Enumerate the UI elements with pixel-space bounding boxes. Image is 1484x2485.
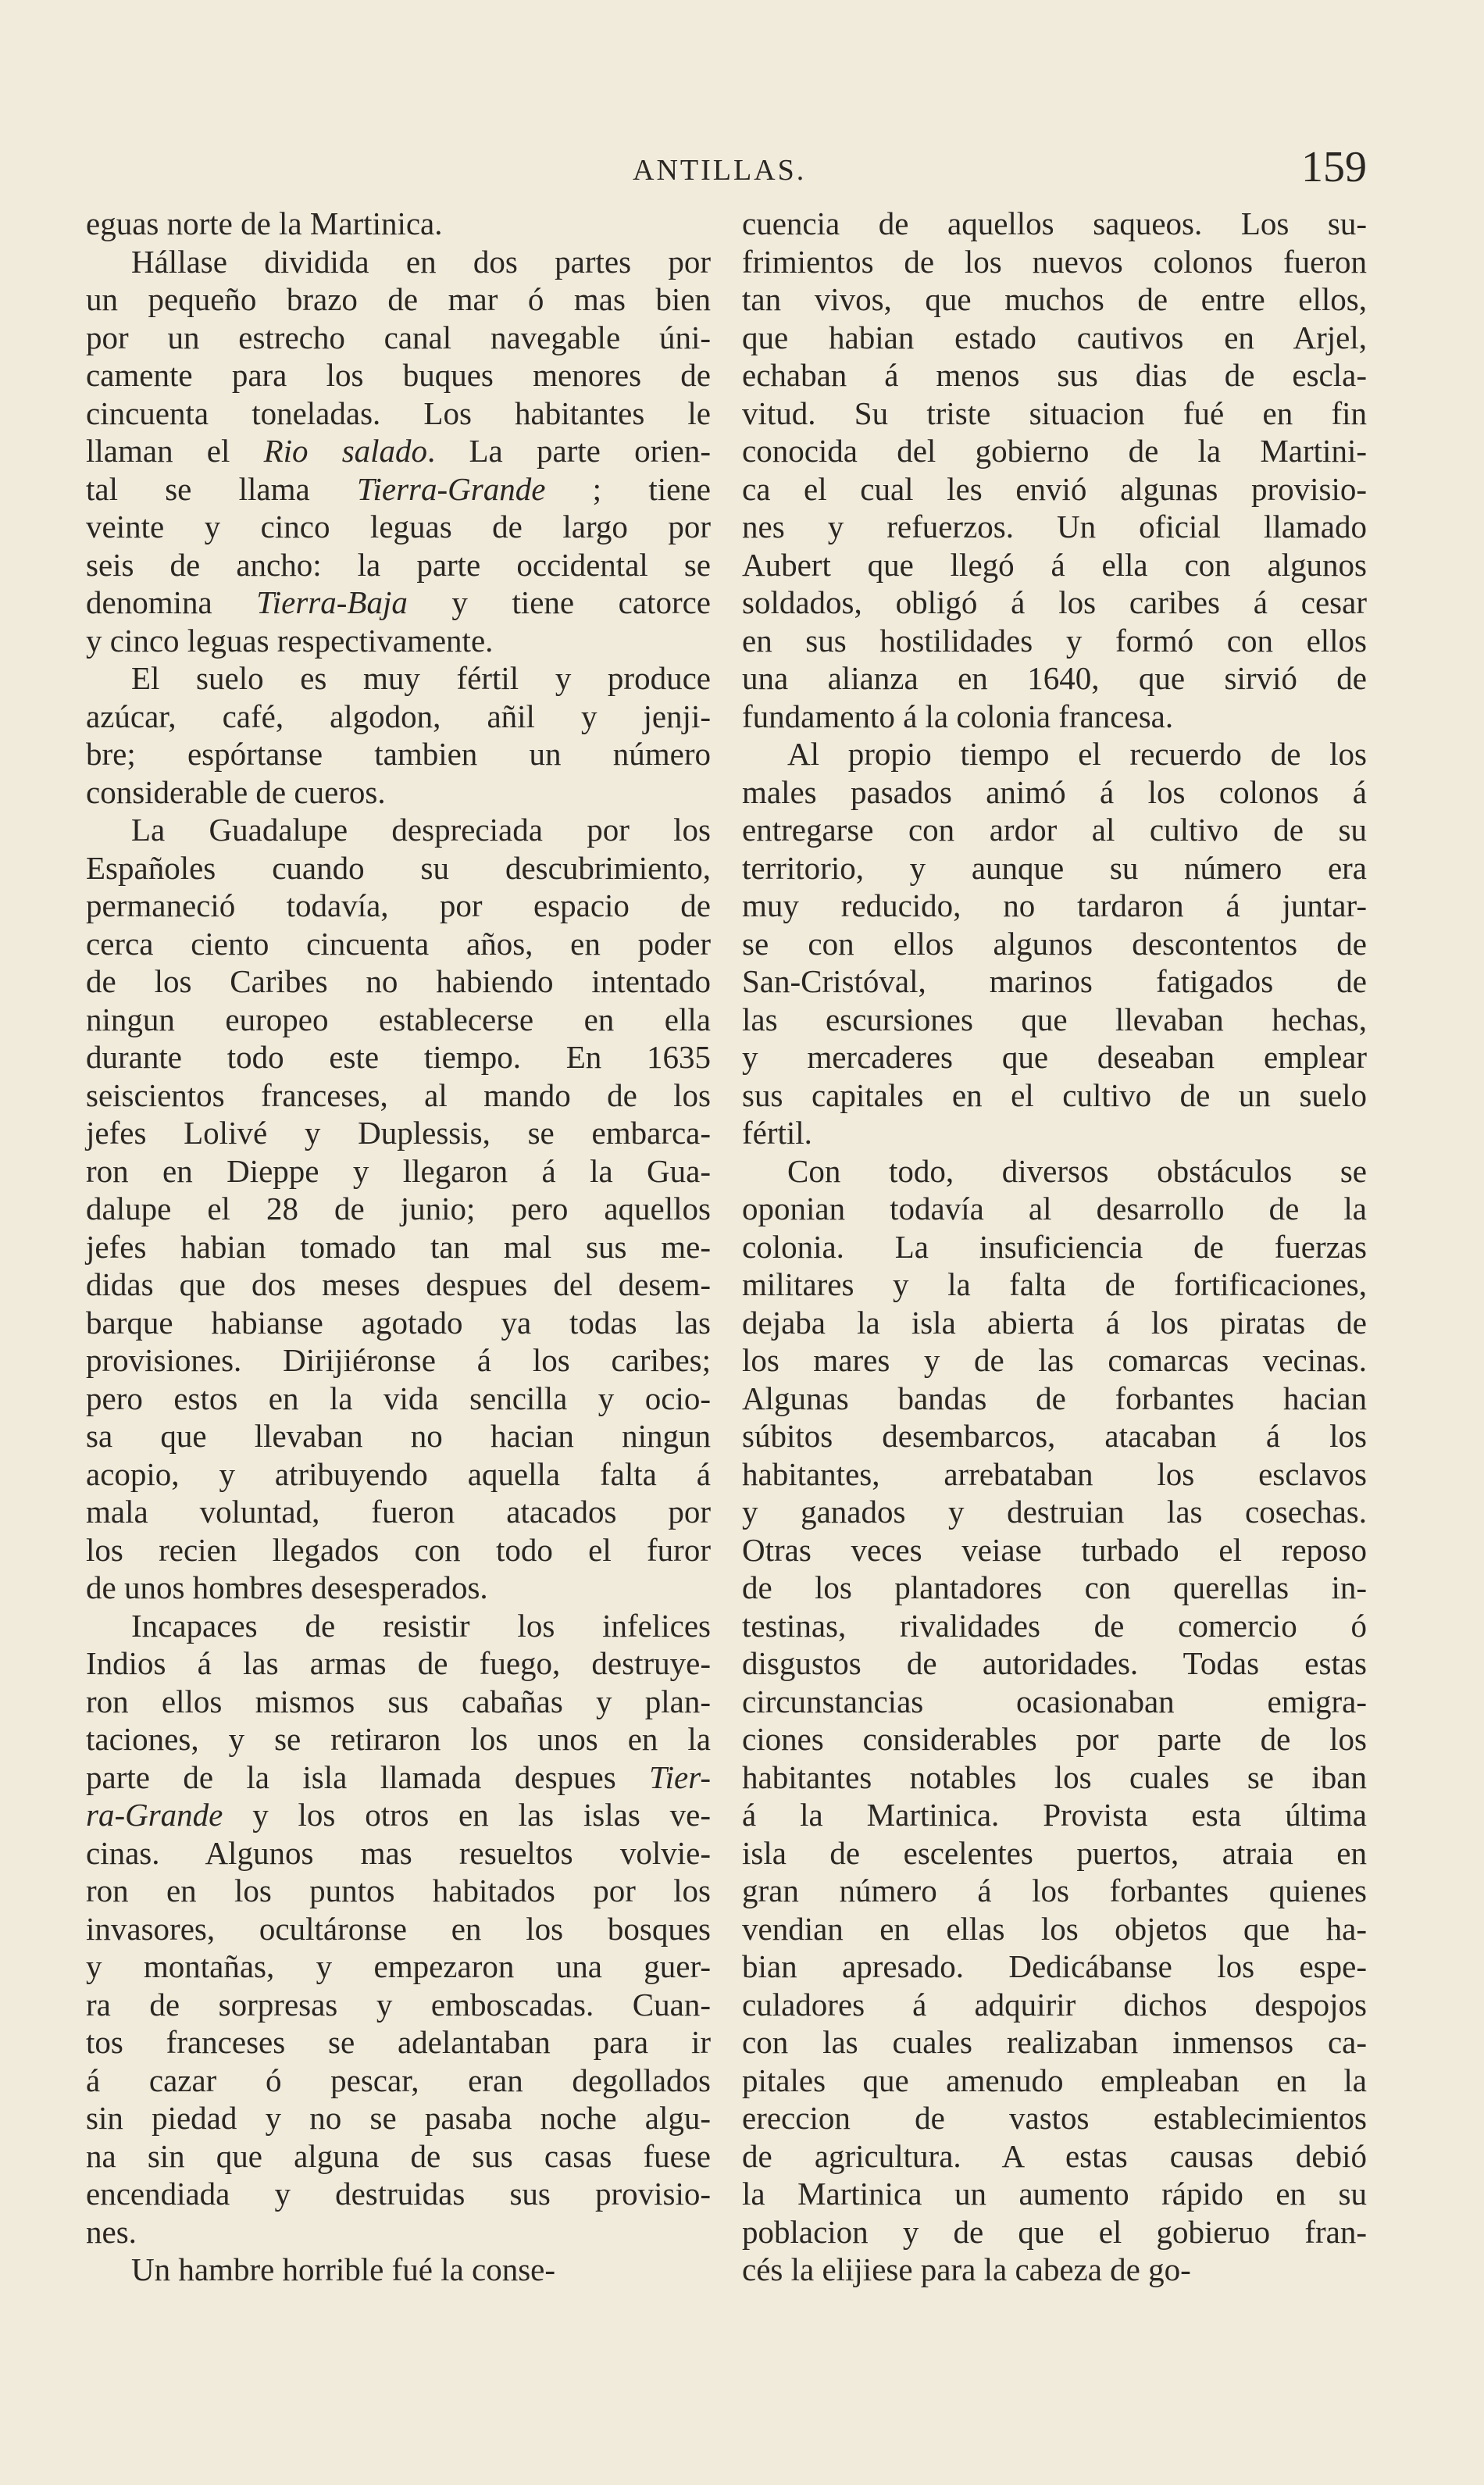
text-line: Hállase dividida en dos partes por	[131, 243, 711, 280]
text-line: militares y la falta de fortificaciones,	[742, 1266, 1367, 1302]
text-line: la Martinica un aumento rápido en su	[742, 2176, 1367, 2212]
text-line: Otras veces veiase turbado el reposo	[742, 1531, 1367, 1568]
text-line: dalupe el 28 de junio; pero aquellos	[86, 1191, 711, 1226]
text-line: pitales que amenudo empleaban en la	[742, 2062, 1367, 2098]
text-line: bre; espórtanse tambien un número	[86, 736, 711, 772]
text-line: durante todo este tiempo. En 1635	[86, 1039, 711, 1075]
text-line: Incapaces de resistir los infelices	[131, 1607, 711, 1644]
text-line: considerable de cueros.	[86, 773, 386, 810]
text-line: El suelo es muy fértil y produce	[131, 660, 711, 696]
text-line: na sin que alguna de sus casas fuese	[86, 2137, 711, 2174]
text-line: ron en Dieppe y llegaron á la Gua-	[86, 1152, 711, 1189]
text-line: Con todo, diversos obstáculos se	[787, 1152, 1367, 1189]
text-line: encendiada y destruidas sus provisio-	[86, 2176, 711, 2212]
text-line: muy reducido, no tardaron á juntar-	[742, 887, 1367, 923]
text-line: fértil.	[742, 1115, 812, 1151]
text-line: camente para los buques menores de	[86, 357, 711, 393]
text-line: barque habianse agotado ya todas las	[86, 1304, 711, 1341]
text-line: cinas. Algunos mas resueltos volvie-	[86, 1834, 711, 1871]
text-line: con las cuales realizaban inmensos ca-	[742, 2024, 1367, 2060]
text-line: á cazar ó pescar, eran degollados	[86, 2062, 711, 2098]
text-line: invasores, ocultáronse en los bosques	[86, 1910, 711, 1947]
text-line: ca el cual les envió algunas provisio-	[742, 470, 1367, 507]
left-column	[86, 205, 711, 2289]
text-line: eguas norte de la Martinica.	[86, 205, 443, 241]
text-line: súbitos desembarcos, atacaban á los	[742, 1418, 1367, 1454]
text-line: isla de escelentes puertos, atraia en	[742, 1834, 1367, 1871]
text-line: habitantes notables los cuales se iban	[742, 1758, 1367, 1795]
text-line: territorio, y aunque su número era	[742, 849, 1367, 886]
text-line: males pasados animó á los colonos á	[742, 773, 1367, 810]
text-line: ra-Grande y los otros en las islas ve-	[86, 1797, 711, 1833]
text-line: de los Caribes no habiendo intentado	[86, 963, 711, 999]
text-line: sus capitales en el cultivo de un suelo	[742, 1076, 1367, 1113]
text-line: ereccion de vastos establecimientos	[742, 2100, 1367, 2136]
text-line: didas que dos meses despues del desem-	[86, 1266, 711, 1302]
text-line: conocida del gobierno de la Martini-	[742, 433, 1367, 469]
text-line: ron ellos mismos sus cabañas y plan-	[86, 1683, 711, 1719]
right-column	[742, 205, 1367, 2289]
text-line: cuencia de aquellos saqueos. Los su-	[742, 205, 1367, 241]
text-line: Un hambre horrible fué la conse-	[131, 2251, 556, 2287]
text-line: tan vivos, que muchos de entre ellos,	[742, 281, 1367, 317]
text-line: y ganados y destruian las cosechas.	[742, 1494, 1367, 1530]
text-line: acopio, y atribuyendo aquella falta á	[86, 1455, 711, 1492]
text-line: seiscientos franceses, al mando de los	[86, 1076, 711, 1113]
text-line: vitud. Su triste situacion fué en fin	[742, 395, 1367, 431]
text-line: por un estrecho canal navegable úni-	[86, 319, 711, 355]
page-number: 159	[1301, 143, 1367, 191]
text-line: soldados, obligó á los caribes á cesar	[742, 584, 1367, 620]
running-title: ANTILLAS.	[633, 154, 807, 187]
text-line: testinas, rivalidades de comercio ó	[742, 1607, 1367, 1644]
text-line: una alianza en 1640, que sirvió de	[742, 660, 1367, 696]
text-line: parte de la isla llamada despues Tier-	[86, 1758, 711, 1795]
text-line: de agricultura. A estas causas debió	[742, 2137, 1367, 2174]
text-line: ron en los puntos habitados por los	[86, 1873, 711, 1908]
text-line: mala voluntad, fueron atacados por	[86, 1494, 711, 1530]
text-line: pero estos en la vida sencilla y ocio-	[86, 1380, 711, 1416]
page-header	[86, 143, 1367, 195]
text-line: ningun europeo establecerse en ella	[86, 1001, 711, 1037]
text-line: circunstancias ocasionaban emigra-	[742, 1683, 1367, 1719]
text-line: y cinco leguas respectivamente.	[86, 622, 494, 659]
text-line: y montañas, y empezaron una guer-	[86, 1948, 711, 1984]
text-line: disgustos de autoridades. Todas estas	[742, 1645, 1367, 1681]
text-line: frimientos de los nuevos colonos fueron	[742, 243, 1367, 280]
text-line: los recien llegados con todo el furor	[86, 1531, 711, 1568]
text-line: La Guadalupe despreciada por los	[131, 812, 711, 848]
text-line: jefes habian tomado tan mal sus me-	[86, 1228, 711, 1265]
text-line: nes y refuerzos. Un oficial llamado	[742, 509, 1367, 544]
text-line: y mercaderes que deseaban emplear	[742, 1039, 1367, 1075]
text-line: llaman el Rio salado. La parte orien-	[86, 433, 711, 469]
text-line: de unos hombres desesperados.	[86, 1569, 488, 1605]
text-line: Algunas bandas de forbantes hacian	[742, 1380, 1367, 1416]
text-line: Aubert que llegó á ella con algunos	[742, 546, 1367, 583]
text-line: tal se llama Tierra-Grande ; tiene	[86, 470, 711, 507]
text-line: provisiones. Dirijiéronse á los caribes;	[86, 1342, 711, 1378]
text-line: taciones, y se retiraron los unos en la	[86, 1721, 711, 1757]
text-line: nes.	[86, 2213, 137, 2250]
text-line: se con ellos algunos descontentos de	[742, 925, 1367, 962]
text-line: vendian en ellas los objetos que ha-	[742, 1910, 1367, 1947]
text-line: sa que llevaban no hacian ningun	[86, 1418, 711, 1454]
text-line: entregarse con ardor al cultivo de su	[742, 812, 1367, 848]
text-line: Al propio tiempo el recuerdo de los	[787, 736, 1367, 772]
text-line: cincuenta toneladas. Los habitantes le	[86, 395, 711, 431]
text-line: cerca ciento cincuenta años, en poder	[86, 925, 711, 962]
text-line: á la Martinica. Provista esta última	[742, 1797, 1367, 1833]
text-line: Indios á las armas de fuego, destruye-	[86, 1645, 711, 1681]
text-line: ra de sorpresas y emboscadas. Cuan-	[86, 1986, 711, 2023]
text-line: fundamento á la colonia francesa.	[742, 698, 1174, 734]
text-line: oponian todavía al desarrollo de la	[742, 1191, 1367, 1226]
text-line: de los plantadores con querellas in-	[742, 1569, 1367, 1605]
text-line: culadores á adquirir dichos despojos	[742, 1986, 1367, 2023]
text-line: colonia. La insuficiencia de fuerzas	[742, 1228, 1367, 1265]
text-line: que habian estado cautivos en Arjel,	[742, 319, 1367, 355]
text-line: ciones considerables por parte de los	[742, 1721, 1367, 1757]
text-line: bian apresado. Dedicábanse los espe-	[742, 1948, 1367, 1984]
text-line: Españoles cuando su descubrimiento,	[86, 849, 711, 886]
text-line: cés la elijiese para la cabeza de go-	[742, 2251, 1191, 2287]
text-line: permaneció todavía, por espacio de	[86, 887, 711, 923]
text-line: gran número á los forbantes quienes	[742, 1873, 1367, 1908]
text-line: en sus hostilidades y formó con ellos	[742, 622, 1367, 659]
text-line: San-Cristóval, marinos fatigados de	[742, 963, 1367, 999]
text-line: un pequeño brazo de mar ó mas bien	[86, 281, 711, 317]
text-line: habitantes, arrebataban los esclavos	[742, 1455, 1367, 1492]
text-line: denomina Tierra-Baja y tiene catorce	[86, 584, 711, 620]
text-line: poblacion y de que el gobieruo fran-	[742, 2213, 1367, 2250]
text-line: dejaba la isla abierta á los piratas de	[742, 1304, 1367, 1341]
text-line: tos franceses se adelantaban para ir	[86, 2024, 711, 2060]
text-line: echaban á menos sus dias de escla-	[742, 357, 1367, 393]
text-line: veinte y cinco leguas de largo por	[86, 509, 711, 544]
text-line: azúcar, café, algodon, añil y jenji-	[86, 698, 711, 734]
text-line: seis de ancho: la parte occidental se	[86, 546, 711, 583]
text-line: jefes Lolivé y Duplessis, se embarca-	[86, 1115, 711, 1151]
text-line: sin piedad y no se pasaba noche algu-	[86, 2100, 711, 2136]
text-line: las escursiones que llevaban hechas,	[742, 1001, 1367, 1037]
text-line: los mares y de las comarcas vecinas.	[742, 1342, 1367, 1378]
